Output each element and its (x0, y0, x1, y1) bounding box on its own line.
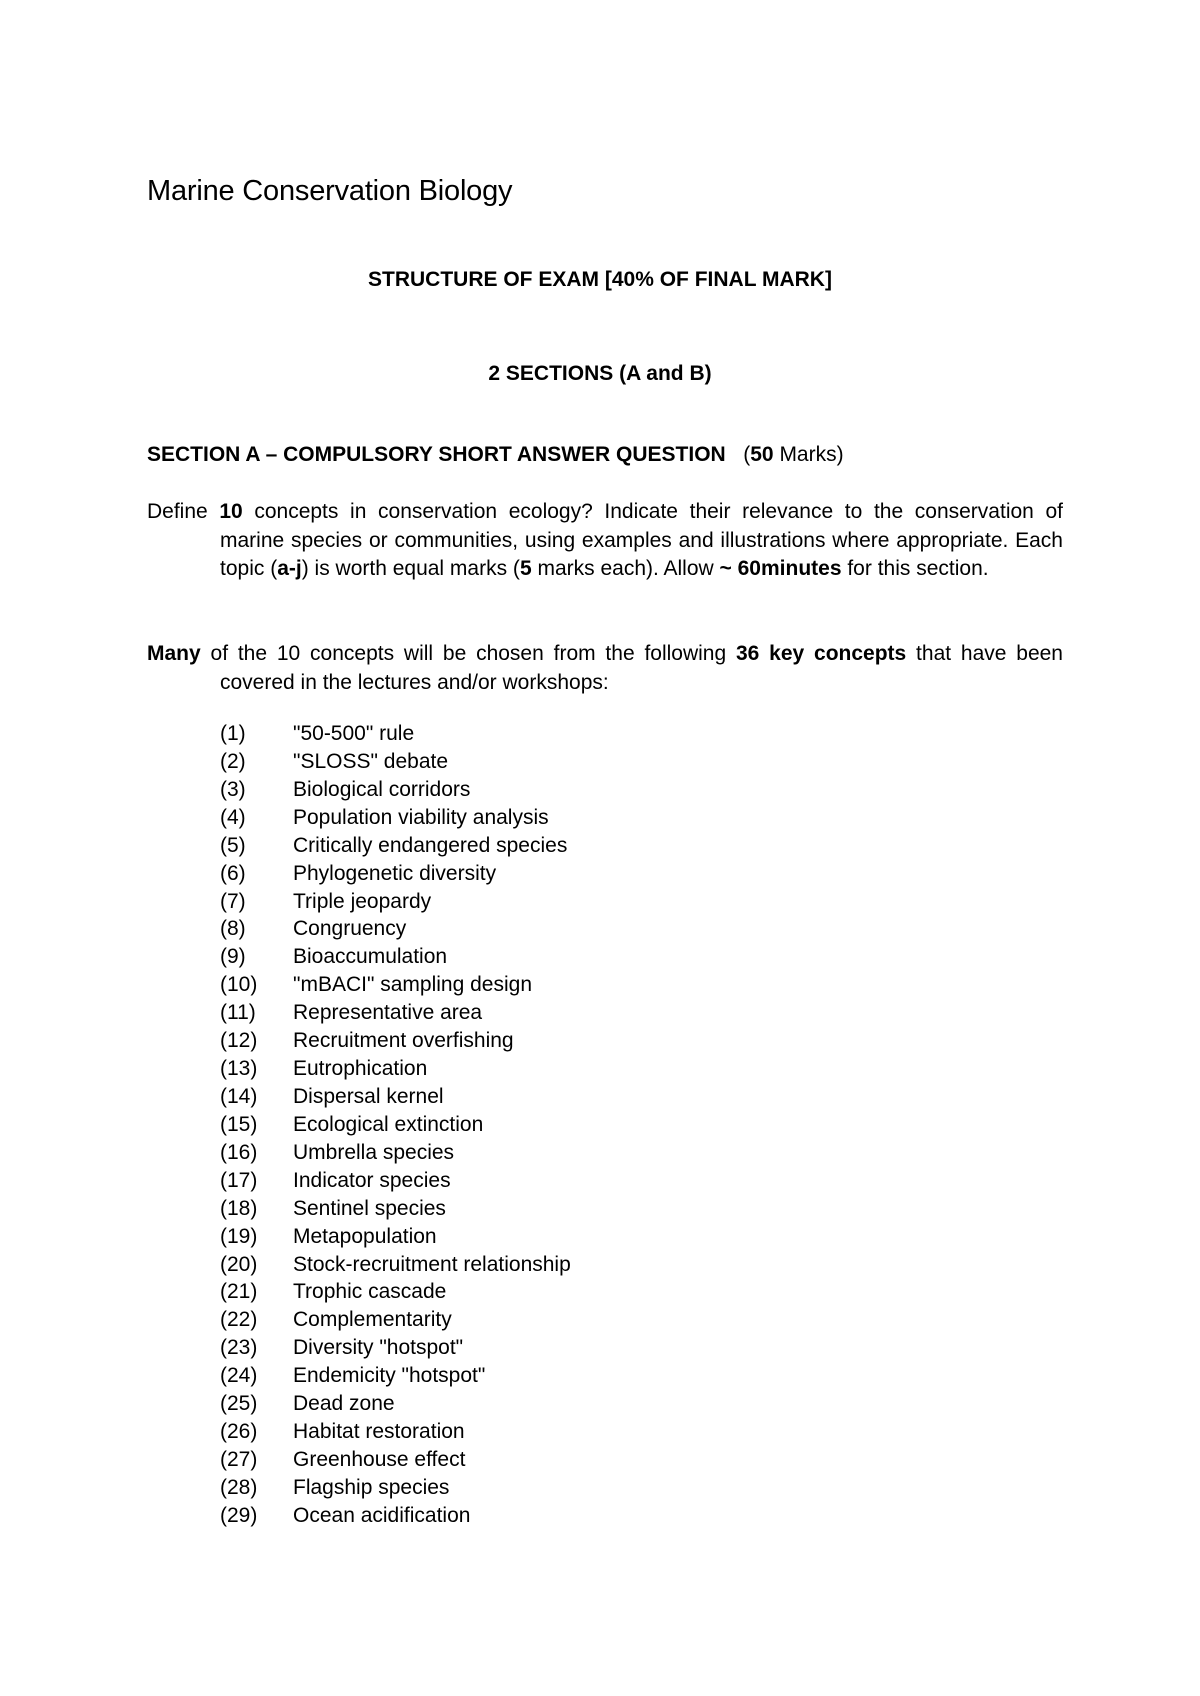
para1-text-1: Define (147, 500, 220, 523)
concept-number: (2) (220, 749, 246, 773)
para1-bold-topics: a-j (277, 557, 302, 580)
concept-label: Dispersal kernel (293, 1084, 444, 1108)
concept-label: Congruency (293, 917, 407, 941)
para1-text-5: for this section. (841, 557, 989, 580)
concept-number: (19) (220, 1224, 258, 1248)
concept-label: Dead zone (293, 1392, 395, 1416)
concepts-intro-paragraph (147, 640, 1063, 697)
concept-number: (12) (220, 1029, 258, 1053)
concept-label: Critically endangered species (293, 833, 568, 857)
concept-item (220, 915, 571, 943)
exam-structure-heading: STRUCTURE OF EXAM [40% OF FINAL MARK] (368, 268, 832, 291)
para2-bold-many: Many (147, 642, 201, 665)
concept-number: (10) (220, 973, 258, 997)
concept-label: Phylogenetic diversity (293, 861, 497, 885)
concept-label: Eutrophication (293, 1057, 428, 1081)
concept-number: (26) (220, 1420, 258, 1444)
section-a-marks-close: Marks) (773, 443, 844, 466)
concept-label: Metapopulation (293, 1224, 437, 1248)
concept-item (220, 1474, 571, 1502)
concept-label: Recruitment overfishing (293, 1029, 514, 1053)
concept-label: Complementarity (293, 1308, 452, 1332)
concept-item (220, 1083, 571, 1111)
concept-label: Endemicity "hotspot" (293, 1364, 486, 1388)
concept-item (220, 1390, 571, 1418)
concept-item (220, 1251, 571, 1279)
para1-text-4: marks each). Allow (531, 557, 720, 580)
concept-number: (18) (220, 1196, 258, 1220)
concept-number: (7) (220, 889, 246, 913)
para2-text-1: of the 10 concepts will be chosen from the following (200, 642, 736, 665)
document-title: Marine Conservation Biology (147, 175, 513, 207)
concept-label: Habitat restoration (293, 1420, 465, 1444)
key-concepts-list (220, 720, 571, 1530)
concept-item (220, 1306, 571, 1334)
concept-number: (6) (220, 861, 246, 885)
concept-number: (23) (220, 1336, 258, 1360)
concept-item (220, 1139, 571, 1167)
concept-item (220, 776, 571, 804)
concept-number: (17) (220, 1168, 258, 1192)
concept-item (220, 971, 571, 999)
para1-bold-marks: 5 (519, 557, 532, 580)
concept-number: (20) (220, 1252, 258, 1276)
concept-item (220, 720, 571, 748)
concept-number: (28) (220, 1475, 258, 1499)
concept-label: Sentinel species (293, 1196, 446, 1220)
concept-item (220, 1111, 571, 1139)
concept-label: Umbrella species (293, 1140, 455, 1164)
concept-label: Indicator species (293, 1168, 451, 1192)
instructions-paragraph (147, 498, 1063, 584)
concept-label: Ocean acidification (293, 1503, 471, 1527)
concept-label: Diversity "hotspot" (293, 1336, 464, 1360)
concept-number: (14) (220, 1084, 258, 1108)
concept-item (220, 888, 571, 916)
concept-item (220, 1027, 571, 1055)
section-a-title: SECTION A – COMPULSORY SHORT ANSWER QUESTION (147, 443, 726, 466)
concept-label: Bioaccumulation (293, 945, 448, 969)
concept-item (220, 1223, 571, 1251)
concept-number: (24) (220, 1364, 258, 1388)
para1-bold-time: ~ 60minutes (719, 557, 842, 580)
section-a-heading (147, 443, 844, 467)
concept-number: (4) (220, 805, 246, 829)
concept-label: "50-500" rule (293, 722, 415, 745)
concept-number: (9) (220, 945, 246, 969)
concept-item (220, 943, 571, 971)
concept-item (220, 1418, 571, 1446)
concept-number: (16) (220, 1140, 258, 1164)
concept-number: (13) (220, 1057, 258, 1081)
concept-item (220, 1334, 571, 1362)
para2-bold-key-concepts: 36 key concepts (736, 642, 907, 665)
concept-number: (1) (220, 722, 246, 745)
concept-number: (25) (220, 1392, 258, 1416)
concept-item (220, 832, 571, 860)
concept-item (220, 748, 571, 776)
section-a-marks-value: 50 (750, 443, 774, 466)
concept-item (220, 860, 571, 888)
concept-label: Representative area (293, 1001, 483, 1025)
concept-number: (5) (220, 833, 246, 857)
concept-item (220, 1502, 571, 1530)
concept-label: Trophic cascade (293, 1280, 447, 1304)
concept-label: Population viability analysis (293, 805, 549, 829)
concept-item (220, 1195, 571, 1223)
concept-label: Greenhouse effect (293, 1447, 466, 1471)
concept-item (220, 1362, 571, 1390)
sections-heading: 2 SECTIONS (A and B) (488, 362, 712, 385)
para1-bold-count: 10 (219, 500, 243, 523)
concept-number: (27) (220, 1447, 258, 1471)
concept-number: (15) (220, 1112, 258, 1136)
concept-number: (22) (220, 1308, 258, 1332)
concept-item (220, 1278, 571, 1306)
concept-item (220, 1167, 571, 1195)
concept-item (220, 999, 571, 1027)
concept-label: Stock-recruitment relationship (293, 1252, 571, 1276)
concept-number: (8) (220, 917, 246, 941)
concept-label: Ecological extinction (293, 1112, 484, 1136)
concept-label: Biological corridors (293, 777, 471, 801)
concept-number: (29) (220, 1503, 258, 1527)
concept-number: (11) (220, 1001, 256, 1025)
concept-item (220, 1446, 571, 1474)
concept-label: "SLOSS" debate (293, 749, 449, 773)
concept-number: (21) (220, 1280, 258, 1304)
concept-label: Flagship species (293, 1475, 450, 1499)
concept-label: "mBACI" sampling design (293, 973, 533, 997)
concept-label: Triple jeopardy (293, 889, 432, 913)
para1-text-3: ) is worth equal marks ( (301, 557, 520, 580)
para1-text-2: concepts in conservation ecology? Indicate their relevance to the conservation of marine species or communities, using examples and illustrations where appropriate. Each topic ( (220, 500, 1063, 580)
concept-item (220, 804, 571, 832)
concept-item (220, 1055, 571, 1083)
concept-number: (3) (220, 777, 246, 801)
para2-text-2: that have been covered in the lectures and/or workshops: (220, 642, 1063, 694)
section-a-marks-open: ( (743, 443, 751, 466)
